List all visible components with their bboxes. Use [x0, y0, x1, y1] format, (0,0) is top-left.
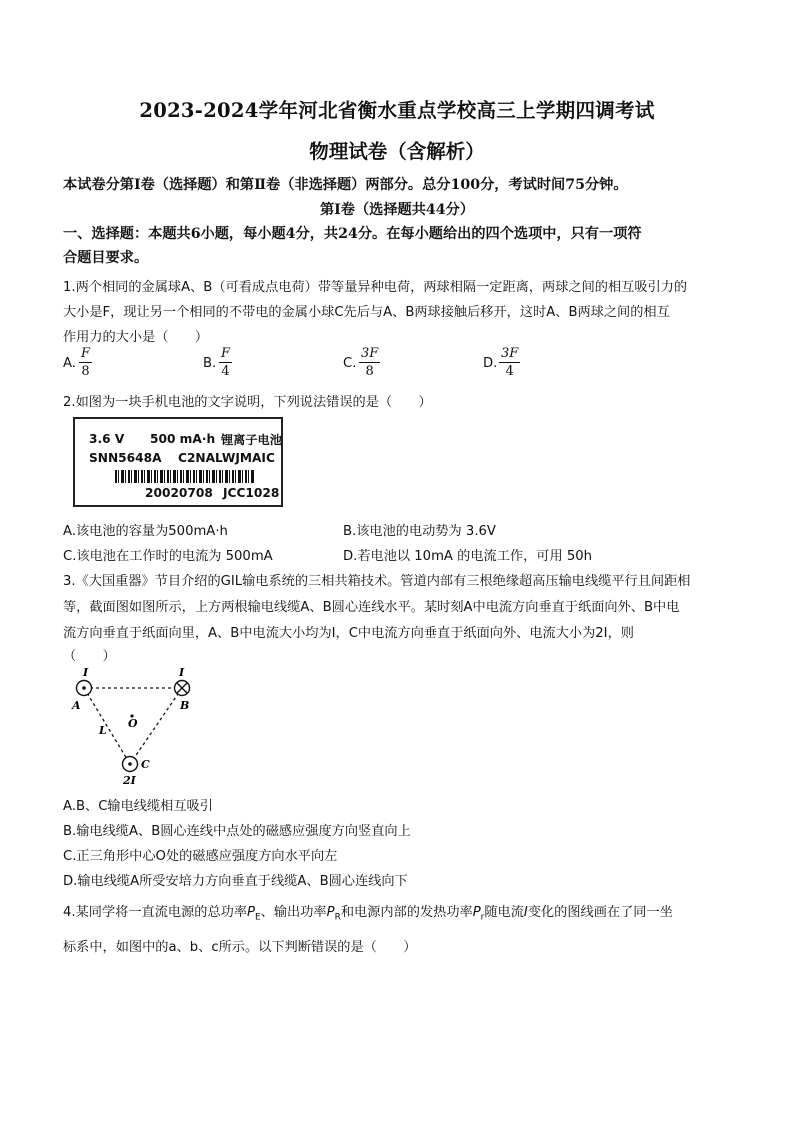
cable-b-label: B [180, 699, 190, 712]
q1-option-c-label: C. [343, 356, 357, 371]
q3-option-a: A.B、C输电线缆相互吸引 [63, 799, 213, 814]
q4-text-a: 4.某同学将一直流电源的总功率 [63, 905, 248, 920]
q1-option-a-fraction [79, 346, 92, 379]
q4-stem-line2: 标系中，如图中的a、b、c所示。以下判断错误的是（ ） [63, 940, 417, 955]
q1-option-d-fraction [499, 346, 520, 379]
q1-option-c-num: 3F [361, 346, 379, 361]
battery-code4: JCC1028 [223, 486, 280, 500]
battery-code2: C2NALWJMAIC [178, 451, 275, 465]
q1-option-c-den: 8 [365, 364, 374, 379]
section1-line2: 合题目要求。 [63, 250, 149, 266]
cable-a-dot [82, 686, 86, 690]
cable-c-label: C [141, 758, 150, 771]
q3-stem-line3: 流方向垂直于纸面向里，A、B中电流大小均为I，C中电流方向垂直于纸面向外、电流大小为2I，则 [63, 626, 634, 641]
q1-option-b-den: 4 [221, 364, 230, 379]
q2-option-b: B.该电池的电动势为 3.6V [343, 524, 496, 539]
q3-option-d: D.输电线缆A所受安培力方向垂直于线缆A、B圆心连线向下 [63, 874, 408, 889]
q1-stem-line3: 作用力的大小是（ ） [63, 330, 209, 345]
center-o-label: O [128, 717, 138, 730]
barcode-graphic [115, 470, 255, 483]
current-a-label: I [83, 667, 89, 679]
battery-code1: SNN5648A [89, 451, 162, 465]
line-ac [84, 688, 130, 764]
q1-option-d-den: 4 [505, 364, 514, 379]
q4-pe-symbol: P [247, 905, 255, 920]
battery-label-figure [73, 417, 283, 507]
q1-option-d-num: 3F [501, 346, 519, 361]
q1-option-b-fraction [219, 346, 232, 379]
q4-pr-symbol: P [326, 905, 335, 920]
q1-option-c-fraction [359, 346, 380, 379]
exam-intro: 本试卷分第Ⅰ卷（选择题）和第Ⅱ卷（非选择题）两部分。总分100分，考试时间75分钟。 [63, 177, 628, 193]
q1-option-a-label: A. [63, 356, 76, 371]
q4-text-d: 随电流 [484, 905, 524, 920]
q4-current-symbol: I [523, 905, 528, 920]
q4-pe-subscript: E [254, 912, 261, 923]
side-l-label: L [99, 724, 107, 737]
q1-stem-line2: 大小是F，现让另一个相同的不带电的金属小球C先后与A、B两球接触后移开，这时A、B两球之间的相互 [63, 305, 670, 320]
q1-option-b-num: F [221, 346, 231, 361]
q4-text-e: 变化的图线画在了同一坐 [527, 905, 673, 920]
q4-pr-subscript: R [334, 912, 341, 923]
exam-subtitle: 物理试卷（含解析） [309, 140, 485, 163]
q1-option-a-den: 8 [81, 364, 90, 379]
cable-cross-section-figure [63, 667, 203, 785]
q4-text-c: 和电源内部的发热功率 [340, 905, 473, 920]
current-b-label: I [179, 667, 185, 679]
q4-pr2-symbol: P [472, 905, 481, 920]
q2-option-d: D.若电池以 10mA 的电流工作，可用 50h [343, 549, 592, 564]
battery-capacity: 500 mA·h [150, 432, 216, 446]
q1-option-a-num: F [81, 346, 91, 361]
q1-option-d-label: D. [483, 356, 498, 371]
q3-stem-line1: 3.《大国重器》节目介绍的GIL输电系统的三相共箱技术。管道内部有三根绝缘超高压输电线缆平行且间距相 [63, 574, 691, 589]
battery-code3: 20020708 [145, 486, 213, 500]
q1-option-b-label: B. [203, 356, 217, 371]
section1-line1: 一、选择题：本题共6小题，每小题4分，共24分。在每小题给出的四个选项中，只有一项符 [63, 226, 642, 242]
q4-stem-line1 [63, 901, 673, 923]
q4-text-b: 、输出功率 [260, 905, 327, 920]
current-c-label: 2I [123, 774, 136, 785]
q1-stem-line1: 1.两个相同的金属球A、B（可看成点电荷）带等量异种电荷，两球相隔一定距离，两球之间的相互吸引力的 [63, 280, 688, 295]
part1-heading: 第Ⅰ卷（选择题共44分） [319, 202, 475, 218]
q3-option-c: C.正三角形中心O处的磁感应强度方向水平向左 [63, 849, 338, 864]
line-bc [130, 688, 182, 764]
q2-option-c: C.该电池在工作时的电流为 500mA [63, 549, 273, 564]
q3-stem-line4: （ ） [63, 649, 116, 664]
q4-pr2-subscript: r [480, 912, 485, 923]
cable-c-dot [128, 762, 132, 766]
q3-option-b: B.输电线缆A、B圆心连线中点处的磁感应强度方向竖直向上 [63, 824, 411, 839]
q2-option-a: A.该电池的容量为500mA·h [63, 524, 228, 539]
q3-stem-line2: 等，截面图如图所示，上方两根输电线缆A、B圆心连线水平。某时刻A中电流方向垂直于纸面向外、B中电 [63, 600, 680, 615]
exam-title: 2023-2024学年河北省衡水重点学校高三上学期四调考试 [139, 99, 655, 122]
battery-voltage: 3.6 V [89, 432, 125, 446]
battery-type: 锂离子电池 [221, 433, 282, 447]
q2-stem: 2.如图为一块手机电池的文字说明，下列说法错误的是（ ） [63, 395, 432, 410]
cable-a-label: A [72, 699, 81, 712]
